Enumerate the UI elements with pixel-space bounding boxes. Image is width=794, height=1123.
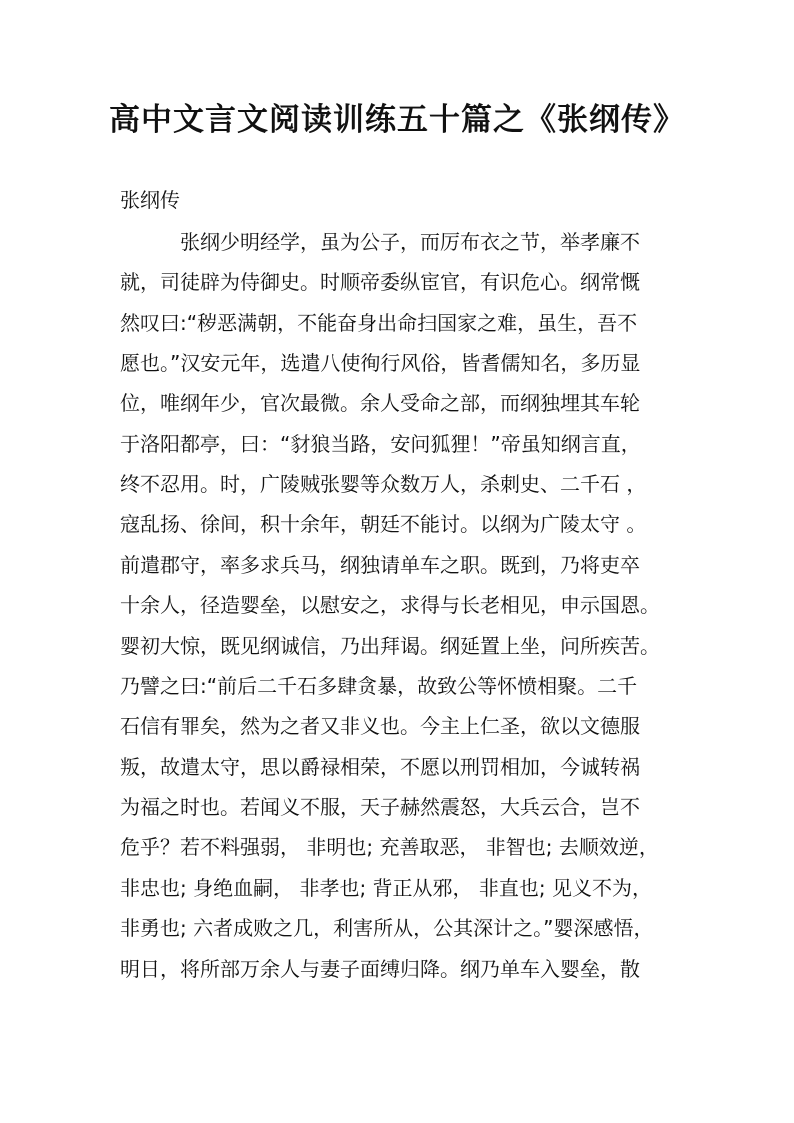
text-line: 张纲少明经学，虽为公子，而厉布衣之节，举孝廉不 [180, 230, 640, 254]
text-line: 石信有罪矣，然为之者又非义也。今主上仁圣，欲以文德服 [120, 714, 640, 738]
text-line: 然叹曰:“秽恶满朝，不能奋身出命扫国家之难，虽生，吾不 [120, 311, 638, 335]
document-title: 高中文言文阅读训练五十篇之《张纲传》 [109, 102, 685, 138]
text-line: 就，司徒辟为侍御史。时顺帝委纵宦官，有识危心。纲常慨 [120, 270, 640, 294]
article-heading: 张纲传 [120, 188, 180, 212]
text-line: 愿也。”汉安元年，选遣八使徇行风俗，皆耆儒知名，多历显 [120, 351, 641, 375]
text-line: 非忠也; 身绝血嗣， 非孝也; 背正从邪， 非直也; 见义不为， [120, 876, 653, 900]
text-line: 非勇也; 六者成败之几，利害所从，公其深计之。”婴深感悟， [120, 916, 654, 940]
text-line: 于洛阳都亭，曰：“豺狼当路，安问狐狸！”帝虽知纲言直， [120, 432, 641, 456]
text-line: 位，唯纲年少，官次最微。余人受命之部，而纲独埋其车轮 [120, 391, 640, 415]
text-line: 为福之时也。若闻义不服，天子赫然震怒，大兵云合，岂不 [120, 795, 640, 819]
text-line: 婴初大惊，既见纲诚信，乃出拜谒。纲延置上坐，问所疾苦。 [120, 634, 660, 658]
text-line: 终不忍用。时，广陵贼张婴等众数万人，杀刺史、二千石 ， [120, 472, 647, 496]
text-line: 叛，故遣太守，思以爵禄相荣，不愿以刑罚相加，今诚转祸 [120, 755, 640, 779]
text-line: 寇乱扬、徐间，积十余年，朝廷不能讨。以纲为广陵太守 。 [120, 512, 647, 536]
text-line: 十余人，径造婴垒，以慰安之，求得与长老相见，申示国恩。 [120, 593, 660, 617]
text-line: 明日，将所部万余人与妻子面缚归降。纲乃单车入婴垒，散 [120, 957, 640, 981]
text-line: 危乎？若不料强弱， 非明也; 充善取恶， 非智也; 去顺效逆， [120, 835, 659, 859]
text-line: 乃譬之曰:“前后二千石多肆贪暴，故致公等怀愤相聚。二千 [120, 674, 638, 698]
text-line: 前遣郡守，率多求兵马，纲独请单车之职。既到，乃将吏卒 [120, 553, 640, 577]
